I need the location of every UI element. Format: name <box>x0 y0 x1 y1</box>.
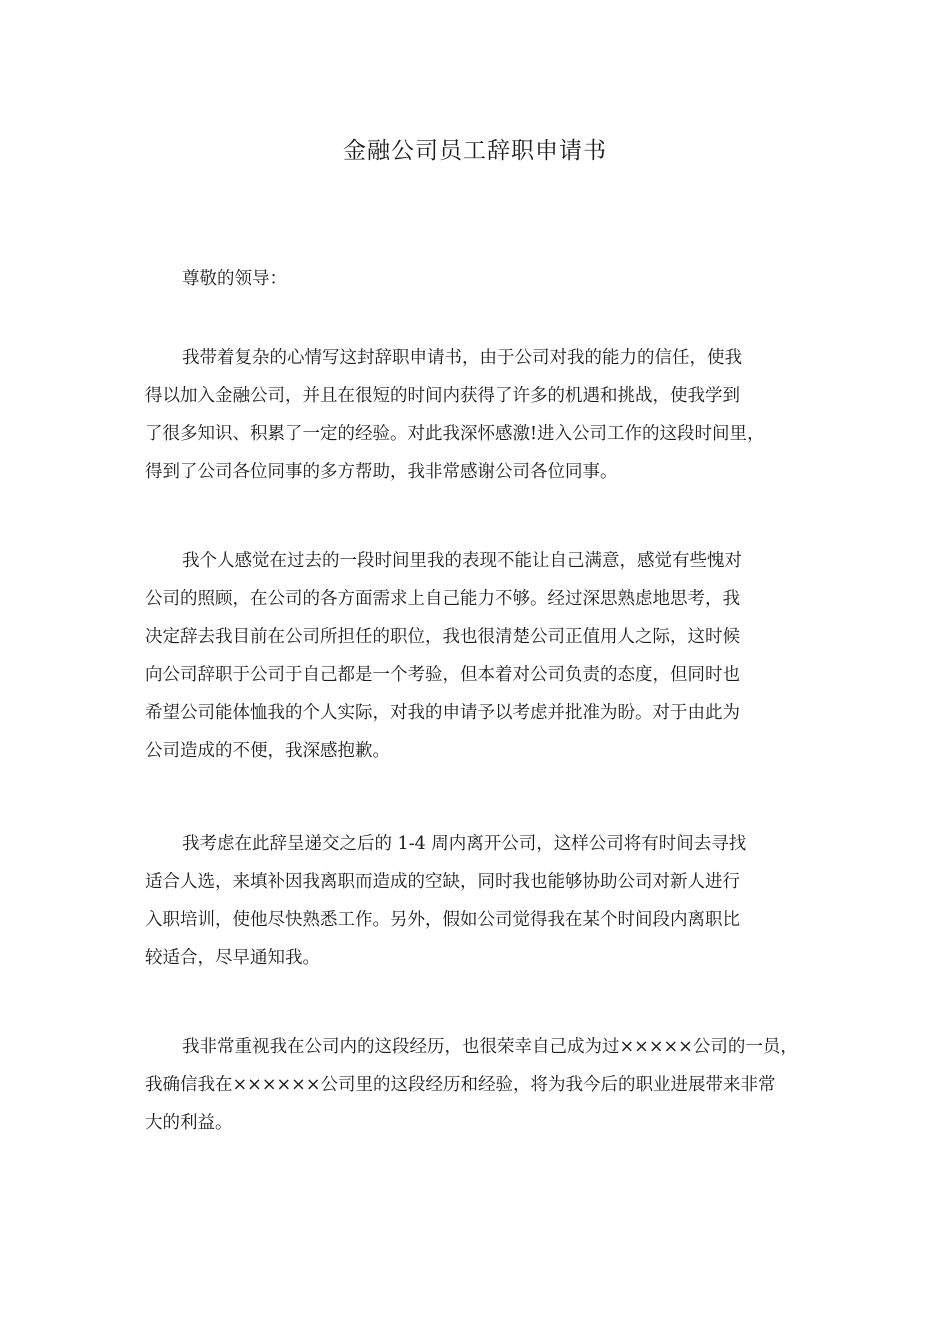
paragraph-line: 了很多知识、积累了一定的经验。对此我深怀感激!进入公司工作的这段时间里， <box>145 424 765 444</box>
paragraph-line: 得到了公司各位同事的多方帮助，我非常感谢公司各位同事。 <box>145 462 618 482</box>
paragraph-line: 我确信我在××××××公司里的这段经历和经验，将为我今后的职业进展带来非常 <box>145 1075 776 1095</box>
paragraph-line: 公司造成的不便，我深感抱歉。 <box>145 741 390 761</box>
salutation: 尊敬的领导： <box>182 269 287 289</box>
paragraph-line: 希望公司能体恤我的个人实际，对我的申请予以考虑并批准为盼。对于由此为 <box>145 703 740 723</box>
body-paragraph-2 <box>145 542 835 770</box>
paragraph-line: 入职培训，使他尽快熟悉工作。另外，假如公司觉得我在某个时间段内离职比 <box>145 910 740 930</box>
paragraph-line: 大的利益。 <box>145 1113 233 1133</box>
paragraph-line: 较适合，尽早通知我。 <box>145 948 320 968</box>
body-paragraph-3 <box>145 825 835 977</box>
paragraph-line: 我考虑在此辞呈递交之后的 1-4 周内离开公司，这样公司将有时间去寻找 <box>182 834 747 854</box>
paragraph-line: 我带着复杂的心情写这封辞职申请书，由于公司对我的能力的信任，使我 <box>182 348 742 368</box>
paragraph-line: 决定辞去我目前在公司所担任的职位，我也很清楚公司正值用人之际，这时候 <box>145 627 740 647</box>
document-title: 金融公司员工辞职申请书 <box>343 138 607 164</box>
body-paragraph-4 <box>145 1028 835 1142</box>
paragraph-line: 适合人选，来填补因我离职而造成的空缺，同时我也能够协助公司对新人进行 <box>145 872 740 892</box>
paragraph-line: 我非常重视我在公司内的这段经历，也很荣幸自己成为过×××××公司的一员， <box>182 1037 798 1057</box>
paragraph-line: 向公司辞职于公司于自己都是一个考验，但本着对公司负责的态度，但同时也 <box>145 665 740 685</box>
body-paragraph-1 <box>145 339 835 491</box>
paragraph-line: 公司的照顾，在公司的各方面需求上自己能力不够。经过深思熟虑地思考，我 <box>145 589 740 609</box>
paragraph-line: 我个人感觉在过去的一段时间里我的表现不能让自己满意，感觉有些愧对 <box>182 551 742 571</box>
paragraph-line: 得以加入金融公司，并且在很短的时间内获得了许多的机遇和挑战，使我学到 <box>145 386 740 406</box>
